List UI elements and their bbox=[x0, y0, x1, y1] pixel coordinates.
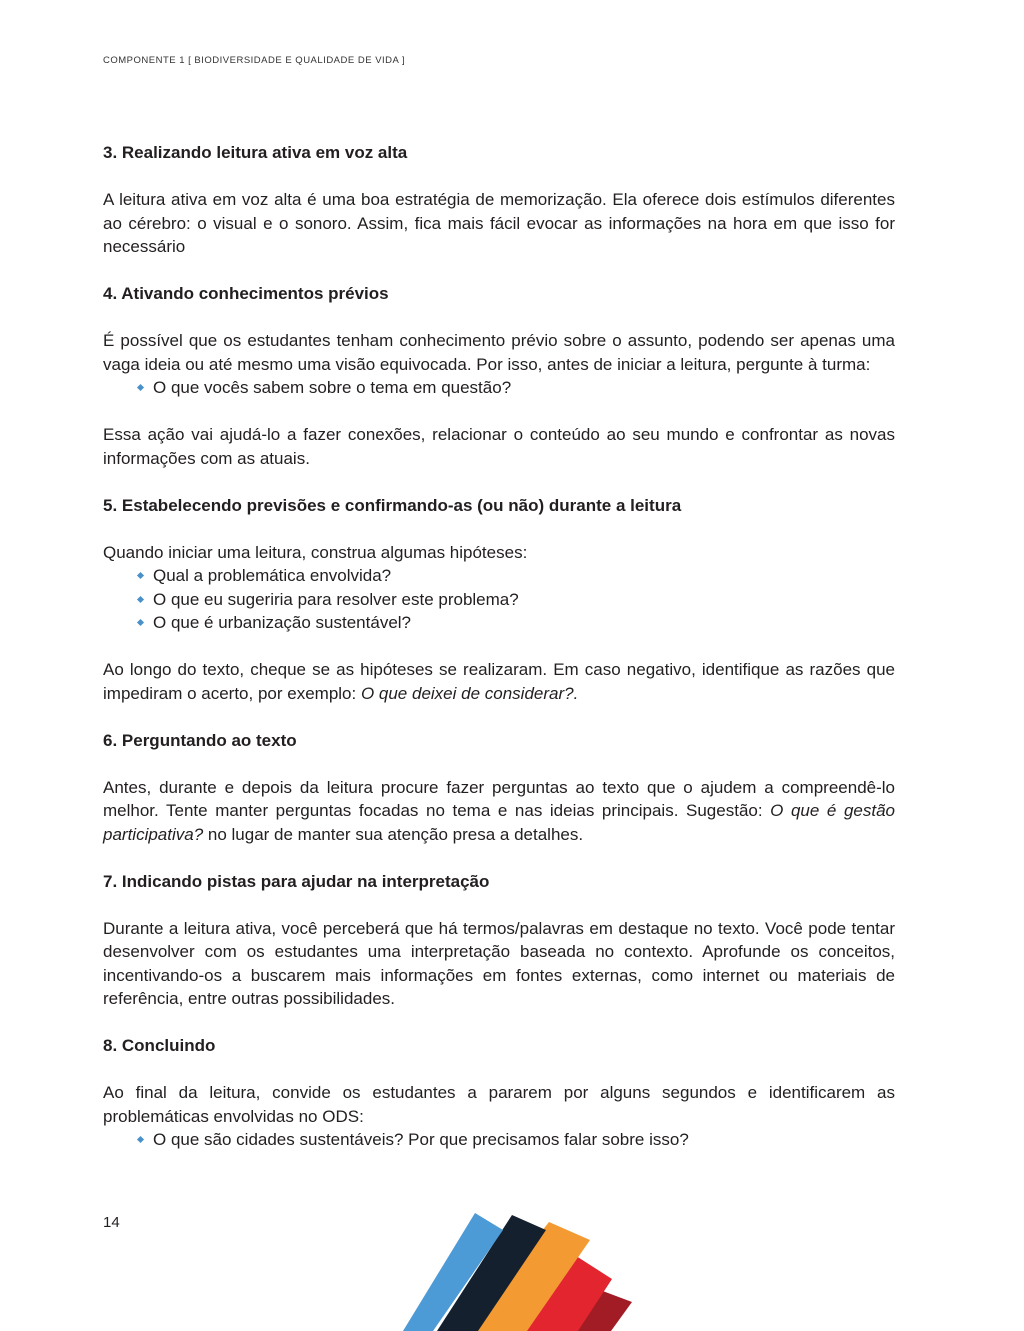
section-7-paragraph: Durante a leitura ativa, você perceberá que há termos/palavras em destaque no texto. Você pode tentar desenvolver com os estudantes uma interpretação baseada no contexto. Aprofunde os conceitos, incentivando-os a buscarem mais informações em fontes externas, como internet ou materiais de referência, entre outras possibilidades. bbox=[103, 918, 895, 1008]
section-6-title: 6. Perguntando ao texto bbox=[103, 730, 297, 750]
diamond-bullet-icon bbox=[137, 572, 144, 579]
page-number: 14 bbox=[103, 1214, 120, 1231]
diamond-bullet-icon bbox=[137, 595, 144, 602]
stripe-darkred bbox=[563, 1287, 632, 1331]
section-5-list bbox=[103, 564, 895, 635]
running-header: COMPONENTE 1 [ BIODIVERSIDADE E QUALIDADE DE VIDA ] bbox=[103, 55, 406, 66]
section-8-title: 8. Concluindo bbox=[103, 1036, 216, 1055]
list-item: O que são cidades sustentáveis? Por que precisamos falar sobre isso? bbox=[138, 1128, 895, 1152]
section-5-paragraph-1: Quando iniciar uma leitura, construa algumas hipóteses: bbox=[103, 542, 528, 562]
section-6-paragraph: Antes, durante e depois da leitura procure fazer perguntas ao texto que o ajudem a compreendê-lo melhor. Tente manter perguntas focadas no tema e nas ideias principais. Sugestão: O que é gestão participativa? no lugar de manter sua atenção presa a detalhes. bbox=[103, 777, 895, 844]
section-3-paragraph: A leitura ativa em voz alta é uma boa estratégia de memorização. Ela oferece dois estímulos diferentes ao cérebro: o visual e o sonoro. Assim, fica mais fácil evocar as informações na hora em que isso for necessário bbox=[103, 190, 895, 256]
list-item: O que é urbanização sustentável? bbox=[138, 611, 895, 635]
stripe-blue bbox=[403, 1213, 503, 1331]
stripe-orange bbox=[463, 1222, 590, 1331]
section-8-list bbox=[103, 1128, 895, 1152]
list-item: O que eu sugeriria para resolver este problema? bbox=[138, 588, 895, 612]
list-item: O que vocês sabem sobre o tema em questão? bbox=[138, 376, 895, 400]
section-5-paragraph-2: Ao longo do texto, cheque se as hipóteses se realizaram. Em caso negativo, identifique as razões que impediram o acerto, por exemplo: O que deixei de considerar?. bbox=[103, 660, 895, 703]
section-5-title: 5. Estabelecendo previsões e confirmando-as (ou não) durante a leitura bbox=[103, 495, 682, 515]
section-4-paragraph-1: É possível que os estudantes tenham conhecimento prévio sobre o assunto, podendo ser apenas uma vaga ideia ou até mesmo uma visão equivocada. Por isso, antes de iniciar a leitura, pergunte à turma: bbox=[103, 331, 895, 374]
stripe-red bbox=[514, 1254, 612, 1331]
section-4-paragraph-2: Essa ação vai ajudá-lo a fazer conexões, relacionar o conteúdo ao seu mundo e confrontar as novas informações com as atuais. bbox=[103, 425, 895, 468]
section-8-paragraph: Ao final da leitura, convide os estudantes a pararem por alguns segundos e identificarem as problemáticas envolvidas no ODS: bbox=[103, 1083, 895, 1126]
section-4-list bbox=[103, 376, 895, 400]
page-body bbox=[103, 141, 895, 1175]
stripe-navy bbox=[437, 1215, 546, 1331]
section-4-title: 4. Ativando conhecimentos prévios bbox=[103, 284, 389, 303]
diamond-bullet-icon bbox=[137, 619, 144, 626]
diamond-bullet-icon bbox=[137, 384, 144, 391]
section-3-title: 3. Realizando leitura ativa em voz alta bbox=[103, 143, 408, 162]
section-7-title: 7. Indicando pistas para ajudar na interpretação bbox=[103, 871, 490, 891]
list-item: Qual a problemática envolvida? bbox=[138, 564, 895, 588]
diamond-bullet-icon bbox=[137, 1136, 144, 1143]
